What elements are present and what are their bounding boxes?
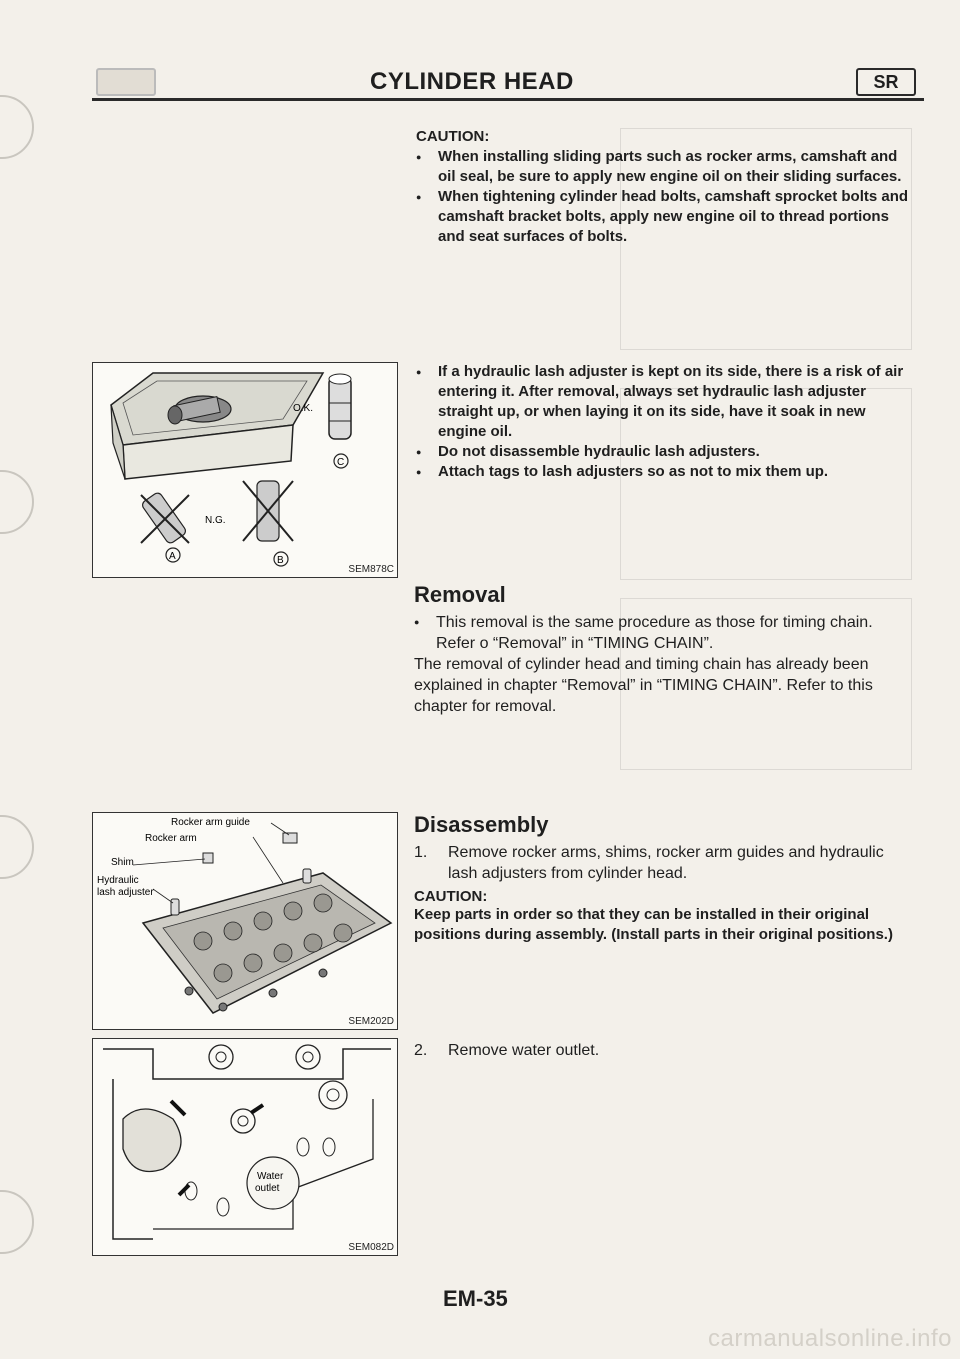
cylinder-head-illustration xyxy=(93,813,396,1028)
figure-cylinder-head-parts xyxy=(92,812,398,1030)
figure-lash-adjuster-storage xyxy=(92,362,398,578)
removal-paragraph: The removal of cylinder head and timing chain has already been explained in chapter “Removal” in “TIMING CHAIN”. Refer to this chapter for removal. xyxy=(414,656,873,715)
faded-header-badge xyxy=(96,68,156,96)
note-item: ● Attach tags to lash adjusters so as not to mix them up. xyxy=(416,462,916,482)
disassembly-caution-heading: CAUTION: xyxy=(414,888,488,905)
note-item: ● If a hydraulic lash adjuster is kept on its side, there is a risk of air entering it. After removal, always set hydraulic lash adjuster straight up, or when laying it on its side, have it soak in new engine oil. xyxy=(416,362,916,442)
caution-item: ● When tightening cylinder head bolts, camshaft sprocket bolts and camshaft bracket bolts, apply new engine oil to thread portions and seat surfaces of bolts. xyxy=(416,187,916,247)
marker-c: C xyxy=(337,457,345,468)
figure-code: SEM082D xyxy=(348,1242,394,1253)
disassembly-caution-text: Keep parts in order so that they can be installed in their original positions during assembly. (Install parts in their original positions.) xyxy=(414,906,893,943)
removal-body xyxy=(414,612,912,717)
water-outlet-illustration xyxy=(93,1039,396,1254)
step-text: Remove rocker arms, shims, rocker arm guides and hydraulic lash adjusters from cylinder head. xyxy=(448,844,884,882)
step-number: 2. xyxy=(414,1042,428,1059)
lash-adjuster-illustration xyxy=(93,363,396,576)
label-outlet: outlet xyxy=(255,1183,280,1194)
disassembly-step-2 xyxy=(414,1040,946,1061)
caution-heading: CAUTION: xyxy=(416,128,490,145)
punch-hole xyxy=(0,815,34,879)
note-item: ● Do not disassemble hydraulic lash adjusters. xyxy=(416,442,916,462)
label-ok: O.K. xyxy=(293,403,314,414)
figure-water-outlet xyxy=(92,1038,398,1256)
disassembly-body xyxy=(414,842,912,945)
label-hydraulic: Hydraulic xyxy=(97,875,139,886)
page-number: EM-35 xyxy=(443,1286,508,1311)
step-number: 1. xyxy=(414,844,428,861)
marker-b: B xyxy=(277,555,284,566)
caution-top-block xyxy=(416,128,916,247)
label-ng: N.G. xyxy=(205,515,226,526)
punch-hole xyxy=(0,470,34,534)
section-badge: SR xyxy=(856,68,916,96)
removal-bullet: ● This removal is the same procedure as those for timing chain. Refer o “Removal” in “TIMING CHAIN”. xyxy=(414,612,912,654)
lash-adjuster-notes xyxy=(416,362,916,482)
label-shim: Shim xyxy=(111,857,134,868)
removal-heading: Removal xyxy=(414,582,506,607)
page-title: CYLINDER HEAD xyxy=(370,68,574,95)
label-water: Water xyxy=(257,1171,284,1182)
figure-code: SEM202D xyxy=(348,1016,394,1027)
label-rocker-arm: Rocker arm xyxy=(145,833,197,844)
label-lash-adjuster: lash adjuster xyxy=(97,887,154,898)
figure-code: SEM878C xyxy=(348,564,394,575)
step-text: Remove water outlet. xyxy=(448,1042,600,1059)
marker-a: A xyxy=(169,551,176,562)
watermark: carmanualsonline.info xyxy=(708,1325,952,1352)
disassembly-heading: Disassembly xyxy=(414,812,549,837)
punch-hole xyxy=(0,1190,34,1254)
label-rocker-arm-guide: Rocker arm guide xyxy=(171,817,250,828)
punch-hole xyxy=(0,95,34,159)
disassembly-step-1 xyxy=(414,842,912,884)
caution-item: ● When installing sliding parts such as rocker arms, camshaft and oil seal, be sure to apply new engine oil on their sliding surfaces. xyxy=(416,147,916,187)
header-rule xyxy=(92,98,924,101)
